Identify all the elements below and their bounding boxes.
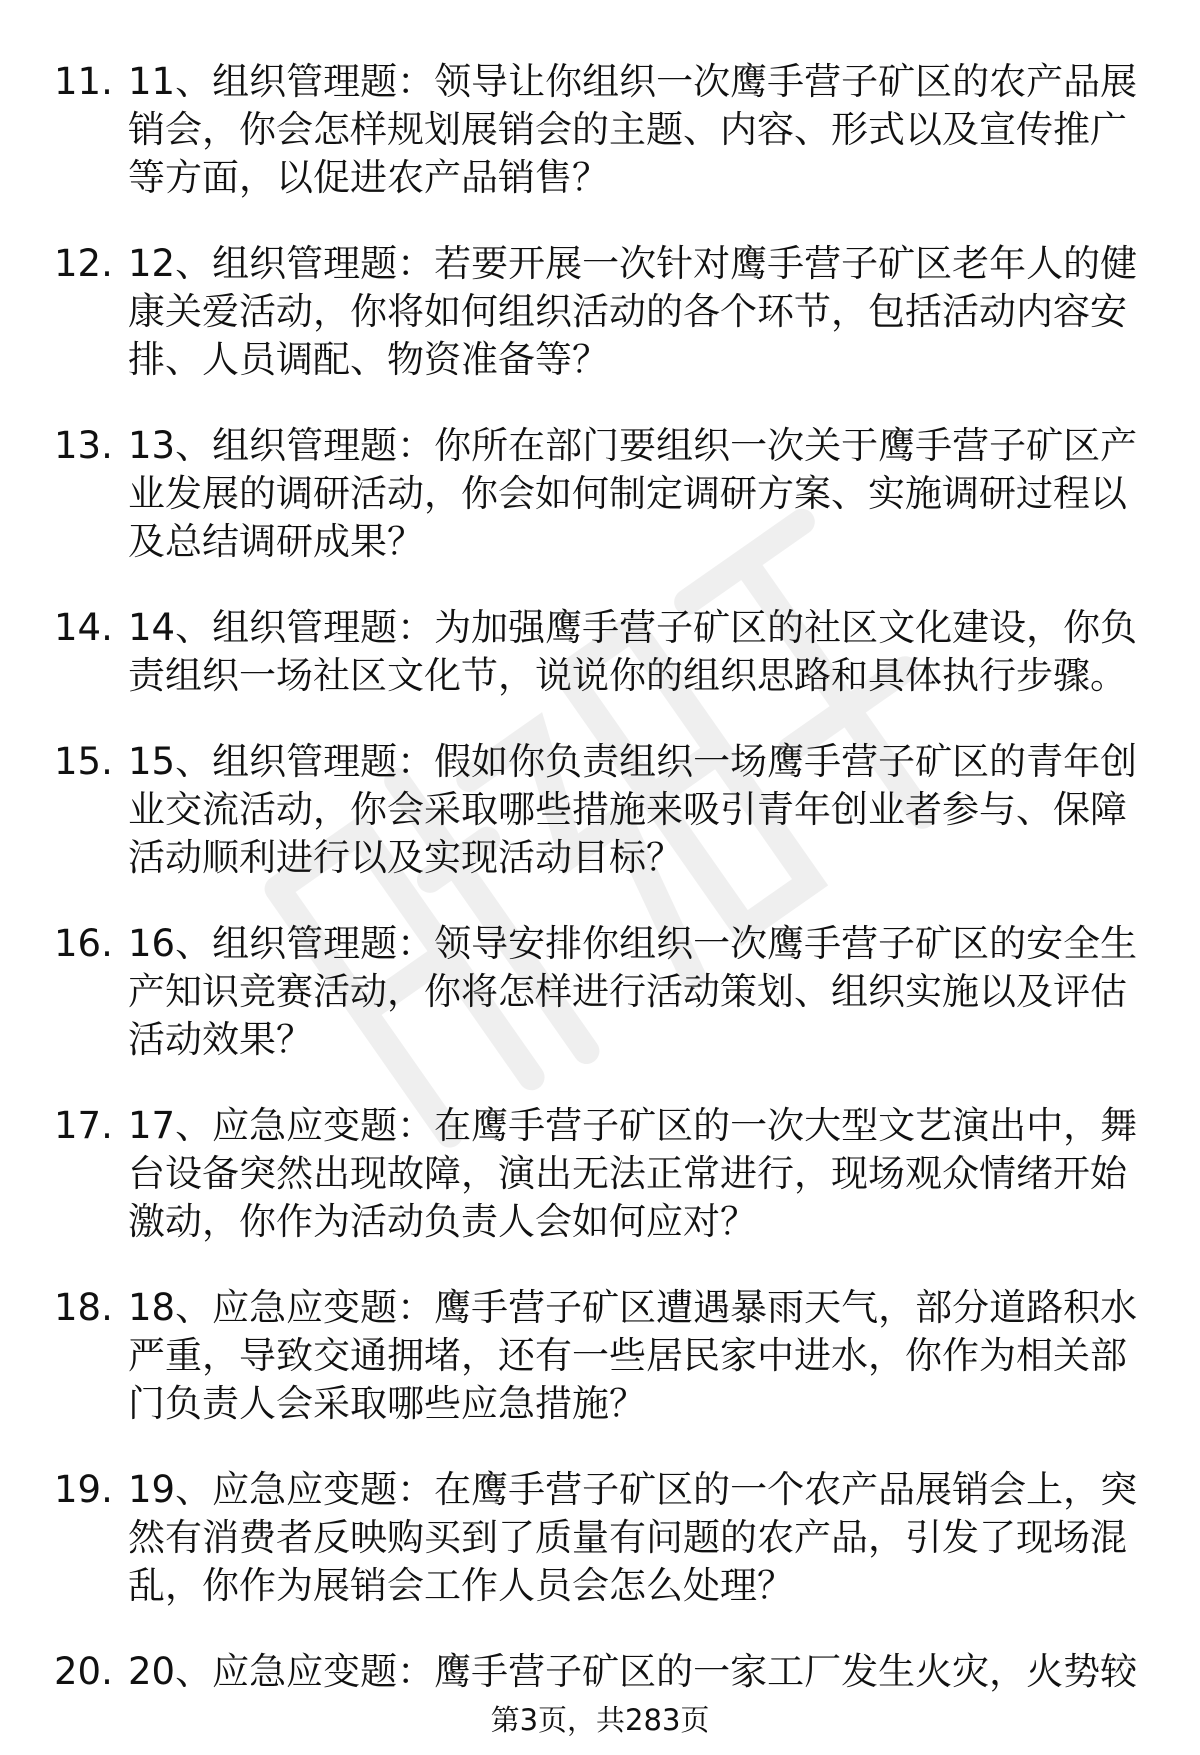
question-item [0, 604, 1200, 700]
question-item [0, 738, 1200, 882]
question-item [0, 58, 1200, 202]
question-text: 12、组织管理题：若要开展一次针对鹰手营子矿区老年人的健康关爱活动，你将如何组织活动的各个环节，包括活动内容安排、人员调配、物资准备等？ [128, 242, 1138, 381]
question-item [0, 1284, 1200, 1428]
question-text: 17、应急应变题：在鹰手营子矿区的一次大型文艺演出中，舞台设备突然出现故障，演出无法正常进行，现场观众情绪开始激动，你作为活动负责人会如何应对？ [128, 1104, 1138, 1243]
question-item [0, 1466, 1200, 1610]
question-text: 20、应急应变题：鹰手营子矿区的一家工厂发生火灾，火势较 [128, 1650, 1138, 1693]
question-text: 13、组织管理题：你所在部门要组织一次关于鹰手营子矿区产业发展的调研活动，你会如何制定调研方案、实施调研过程以及总结调研成果？ [128, 424, 1138, 563]
question-item [0, 920, 1200, 1064]
question-number: 17. [54, 1104, 113, 1147]
question-item [0, 422, 1200, 566]
question-text: 19、应急应变题：在鹰手营子矿区的一个农产品展销会上，突然有消费者反映购买到了质量有问题的农产品，引发了现场混乱，你作为展销会工作人员会怎么处理？ [128, 1468, 1138, 1607]
question-text: 14、组织管理题：为加强鹰手营子矿区的社区文化建设，你负责组织一场社区文化节，说说你的组织思路和具体执行步骤。 [128, 606, 1138, 697]
question-list [0, 58, 1200, 1734]
question-item [0, 1102, 1200, 1246]
question-number: 18. [54, 1286, 113, 1329]
page-number-footer: 第3页，共283页 [490, 1703, 710, 1737]
question-number: 20. [54, 1650, 113, 1693]
question-number: 12. [54, 242, 113, 285]
question-number: 19. [54, 1468, 113, 1511]
question-text: 11、组织管理题：领导让你组织一次鹰手营子矿区的农产品展销会，你会怎样规划展销会的主题、内容、形式以及宣传推广等方面，以促进农产品销售？ [128, 60, 1138, 199]
question-text: 15、组织管理题：假如你负责组织一场鹰手营子矿区的青年创业交流活动，你会采取哪些措施来吸引青年创业者参与、保障活动顺利进行以及实现活动目标？ [128, 740, 1138, 879]
question-item [0, 240, 1200, 384]
question-number: 13. [54, 424, 113, 467]
question-text: 16、组织管理题：领导安排你组织一次鹰手营子矿区的安全生产知识竞赛活动，你将怎样进行活动策划、组织实施以及评估活动效果？ [128, 922, 1138, 1061]
question-number: 11. [54, 60, 113, 103]
question-item [0, 1648, 1200, 1696]
question-number: 15. [54, 740, 113, 783]
question-number: 16. [54, 922, 113, 965]
question-text: 18、应急应变题：鹰手营子矿区遭遇暴雨天气，部分道路积水严重，导致交通拥堵，还有一些居民家中进水，你作为相关部门负责人会采取哪些应急措施？ [128, 1286, 1138, 1425]
question-number: 14. [54, 606, 113, 649]
